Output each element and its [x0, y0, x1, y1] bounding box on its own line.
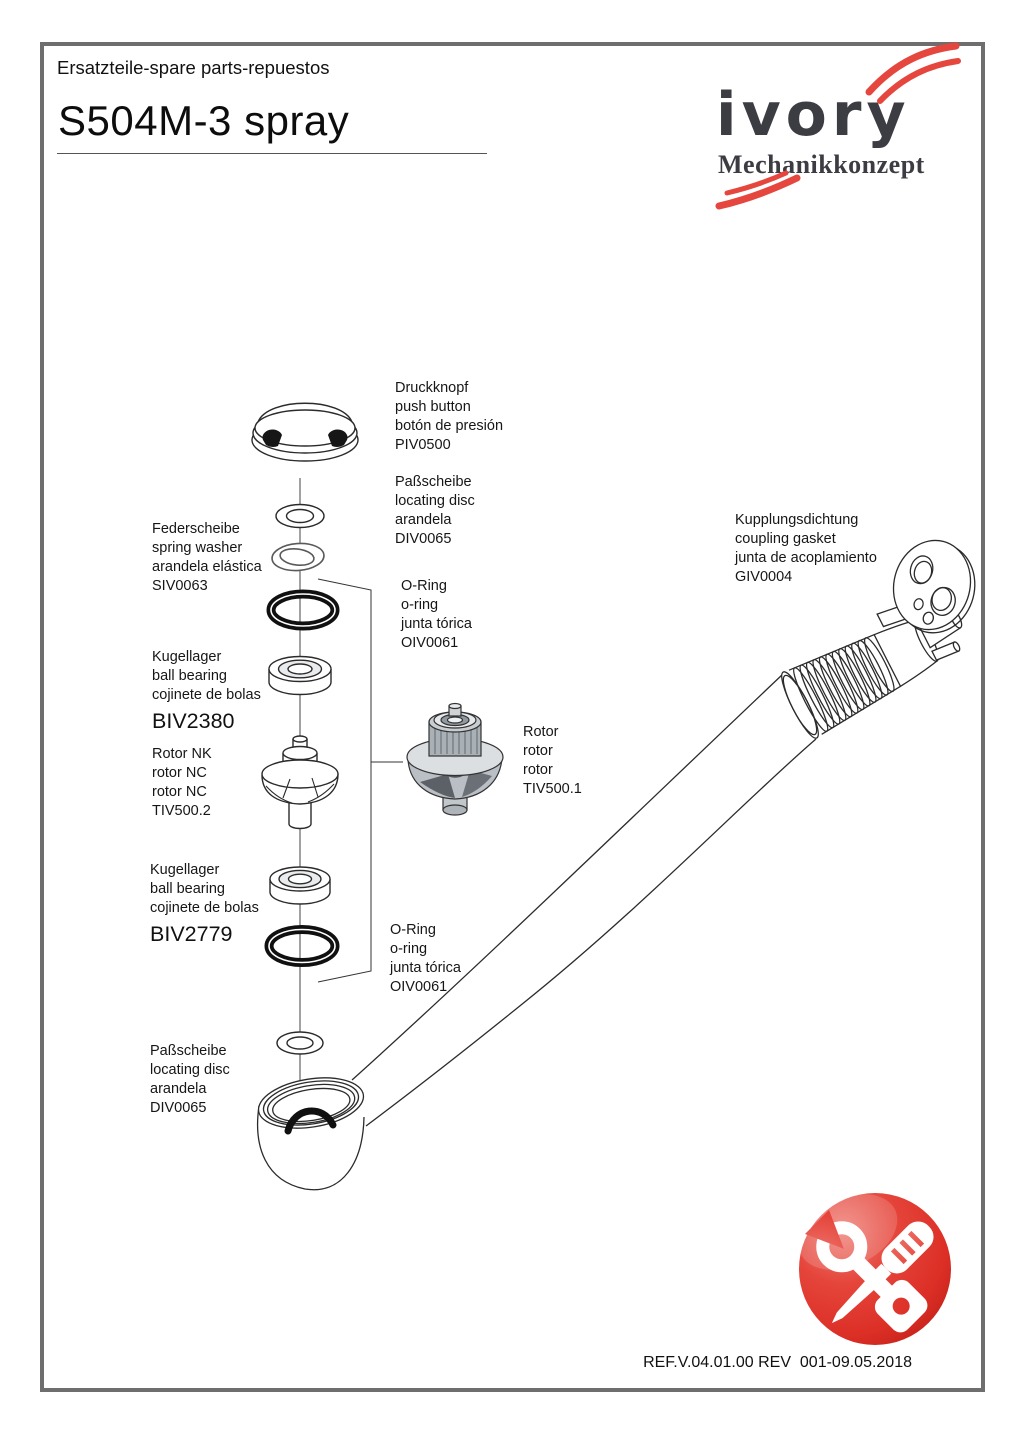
- locating-disc-bottom-drawing: [277, 1032, 323, 1054]
- label-text: Kupplungsdichtung: [735, 512, 859, 528]
- label-text: Paßscheibe: [395, 474, 472, 490]
- label-text: o-ring: [390, 941, 428, 957]
- label-text: Druckknopf: [395, 380, 469, 396]
- part-code: OIV0061: [390, 979, 448, 995]
- label-rotor: [523, 723, 582, 799]
- label-text: rotor: [523, 743, 553, 759]
- header-line: Ersatzteile-spare parts-repuestos: [57, 57, 330, 78]
- page-title: S504M-3 spray: [58, 97, 350, 144]
- label-text: botón de presión: [395, 418, 504, 434]
- label-spring-washer: [152, 520, 262, 596]
- spring-washer-drawing: [271, 542, 325, 573]
- label-text: rotor NC: [152, 784, 207, 800]
- label-text: Federscheibe: [152, 521, 240, 537]
- logo-swoosh-bottom: [719, 173, 797, 206]
- label-text: coupling gasket: [735, 531, 836, 547]
- label-text: cojinete de bolas: [152, 687, 261, 703]
- rotor-nk-drawing: [262, 736, 338, 829]
- label-text: locating disc: [150, 1062, 230, 1078]
- label-rotor-nk: [152, 745, 212, 821]
- label-text: push button: [395, 399, 471, 415]
- label-o-ring-bottom: [390, 921, 461, 997]
- label-locating-disc-bottom: [150, 1042, 230, 1118]
- label-text: Kugellager: [152, 649, 222, 665]
- label-text: Rotor NK: [152, 746, 212, 762]
- part-code: DIV0065: [395, 531, 452, 547]
- label-text: arandela: [150, 1081, 207, 1097]
- ball-bearing-top-drawing: [269, 657, 331, 695]
- label-text: Kugellager: [150, 862, 220, 878]
- locating-disc-top-drawing: [276, 505, 324, 528]
- label-text: rotor NC: [152, 765, 207, 781]
- rotor-shaded-drawing: [407, 704, 503, 816]
- footer-revision: REF.V.04.01.00 REV 001-09.05.2018: [643, 1354, 912, 1371]
- label-o-ring-top: [401, 577, 472, 653]
- push-button-drawing: [252, 403, 358, 461]
- label-text: O-Ring: [401, 578, 447, 594]
- part-code: OIV0061: [401, 635, 459, 651]
- label-text: junta de acoplamiento: [735, 550, 877, 566]
- part-code: BIV2779: [150, 922, 233, 946]
- part-code: PIV0500: [395, 437, 451, 453]
- label-text: spring washer: [152, 540, 243, 556]
- label-text: O-Ring: [390, 922, 436, 938]
- label-ball-bearing-bottom: [150, 861, 259, 947]
- label-text: ball bearing: [150, 881, 225, 897]
- label-push-button: [395, 379, 503, 455]
- o-ring-bottom-drawing: [269, 930, 335, 963]
- label-text: cojinete de bolas: [150, 900, 259, 916]
- logo-brand-text: ivory: [716, 80, 911, 150]
- logo-swoosh-top: [869, 46, 958, 101]
- part-code: TIV500.1: [523, 781, 582, 797]
- label-text: o-ring: [401, 597, 439, 613]
- label-text: Paßscheibe: [150, 1043, 227, 1059]
- label-text: ball bearing: [152, 668, 227, 684]
- o-ring-top-drawing: [271, 594, 335, 626]
- label-text: rotor: [523, 762, 553, 778]
- label-text: locating disc: [395, 493, 475, 509]
- ball-bearing-bottom-drawing: [270, 867, 330, 904]
- label-locating-disc-top: [395, 473, 475, 549]
- part-code: SIV0063: [152, 578, 208, 594]
- service-badge: [787, 1179, 951, 1345]
- label-ball-bearing-top: [152, 648, 261, 734]
- label-text: junta tórica: [390, 960, 461, 976]
- part-code: DIV0065: [150, 1100, 207, 1116]
- label-text: Rotor: [523, 724, 559, 740]
- label-text: arandela: [395, 512, 452, 528]
- logo-subtitle-text: Mechanikkonzept: [718, 150, 925, 179]
- label-text: arandela elástica: [152, 559, 262, 575]
- part-code: GIV0004: [735, 569, 793, 585]
- label-coupling-gasket: [735, 511, 877, 587]
- part-code: BIV2380: [152, 709, 235, 733]
- part-code: TIV500.2: [152, 803, 211, 819]
- label-text: junta tórica: [401, 616, 472, 632]
